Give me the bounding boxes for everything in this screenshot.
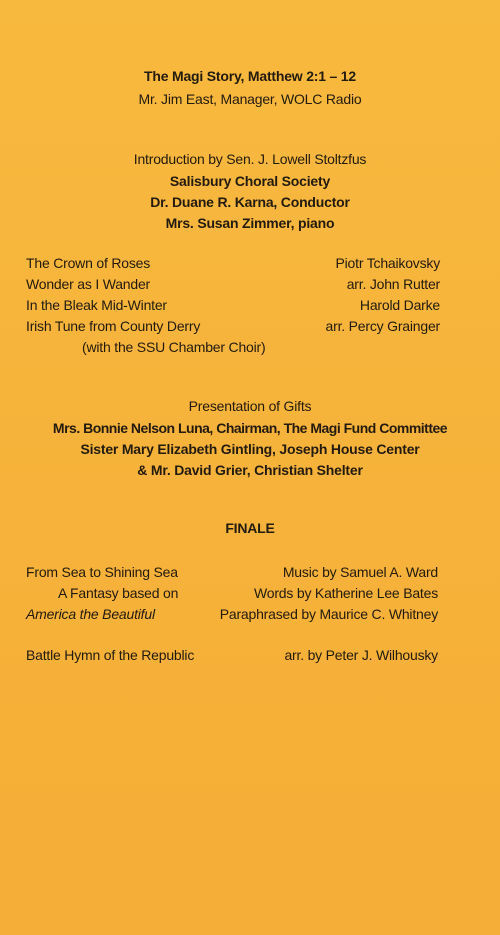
reading-title: The Magi Story, Matthew 2:1 – 12 [144,68,356,84]
program-composer: arr. John Rutter [346,276,440,292]
gifts-line: Sister Mary Elizabeth Gintling, Joseph House Center [80,441,420,457]
program-piece: Irish Tune from County Derry [26,318,201,334]
reading-presenter: Mr. Jim East, Manager, WOLC Radio [138,91,362,107]
program-note: (with the SSU Chamber Choir) [82,339,266,355]
finale-credit: Words by Katherine Lee Bates [253,585,438,601]
program-composer: Piotr Tchaikovsky [335,255,440,271]
program-composer: arr. Percy Grainger [325,318,440,334]
program-piece: In the Bleak Mid-Winter [26,297,167,313]
finale-piece-title: From Sea to Shining Sea [26,564,178,580]
gifts-line: Mrs. Bonnie Nelson Luna, Chairman, The Magi Fund Committee [52,420,448,436]
conductor-name: Dr. Duane R. Karna, Conductor [150,194,350,210]
introduction-line: Introduction by Sen. J. Lowell Stoltzfus [133,151,367,167]
finale-piece-title: Battle Hymn of the Republic [26,647,195,663]
gifts-line: & Mr. David Grier, Christian Shelter [137,462,363,478]
finale-credit: Paraphrased by Maurice C. Whitney [219,606,438,622]
finale-piece-source: America the Beautiful [26,606,155,622]
program-piece: The Crown of Roses [26,255,151,271]
finale-credit: arr. by Peter J. Wilhousky [284,647,438,663]
gifts-heading: Presentation of Gifts [188,398,312,414]
program-piece: Wonder as I Wander [26,276,151,292]
finale-heading: FINALE [225,520,275,536]
program-composer: Harold Darke [359,297,440,313]
pianist-name: Mrs. Susan Zimmer, piano [165,215,335,231]
finale-piece-subtitle: A Fantasy based on [58,585,179,601]
finale-credit: Music by Samuel A. Ward [282,564,438,580]
choir-name: Salisbury Choral Society [169,173,331,189]
